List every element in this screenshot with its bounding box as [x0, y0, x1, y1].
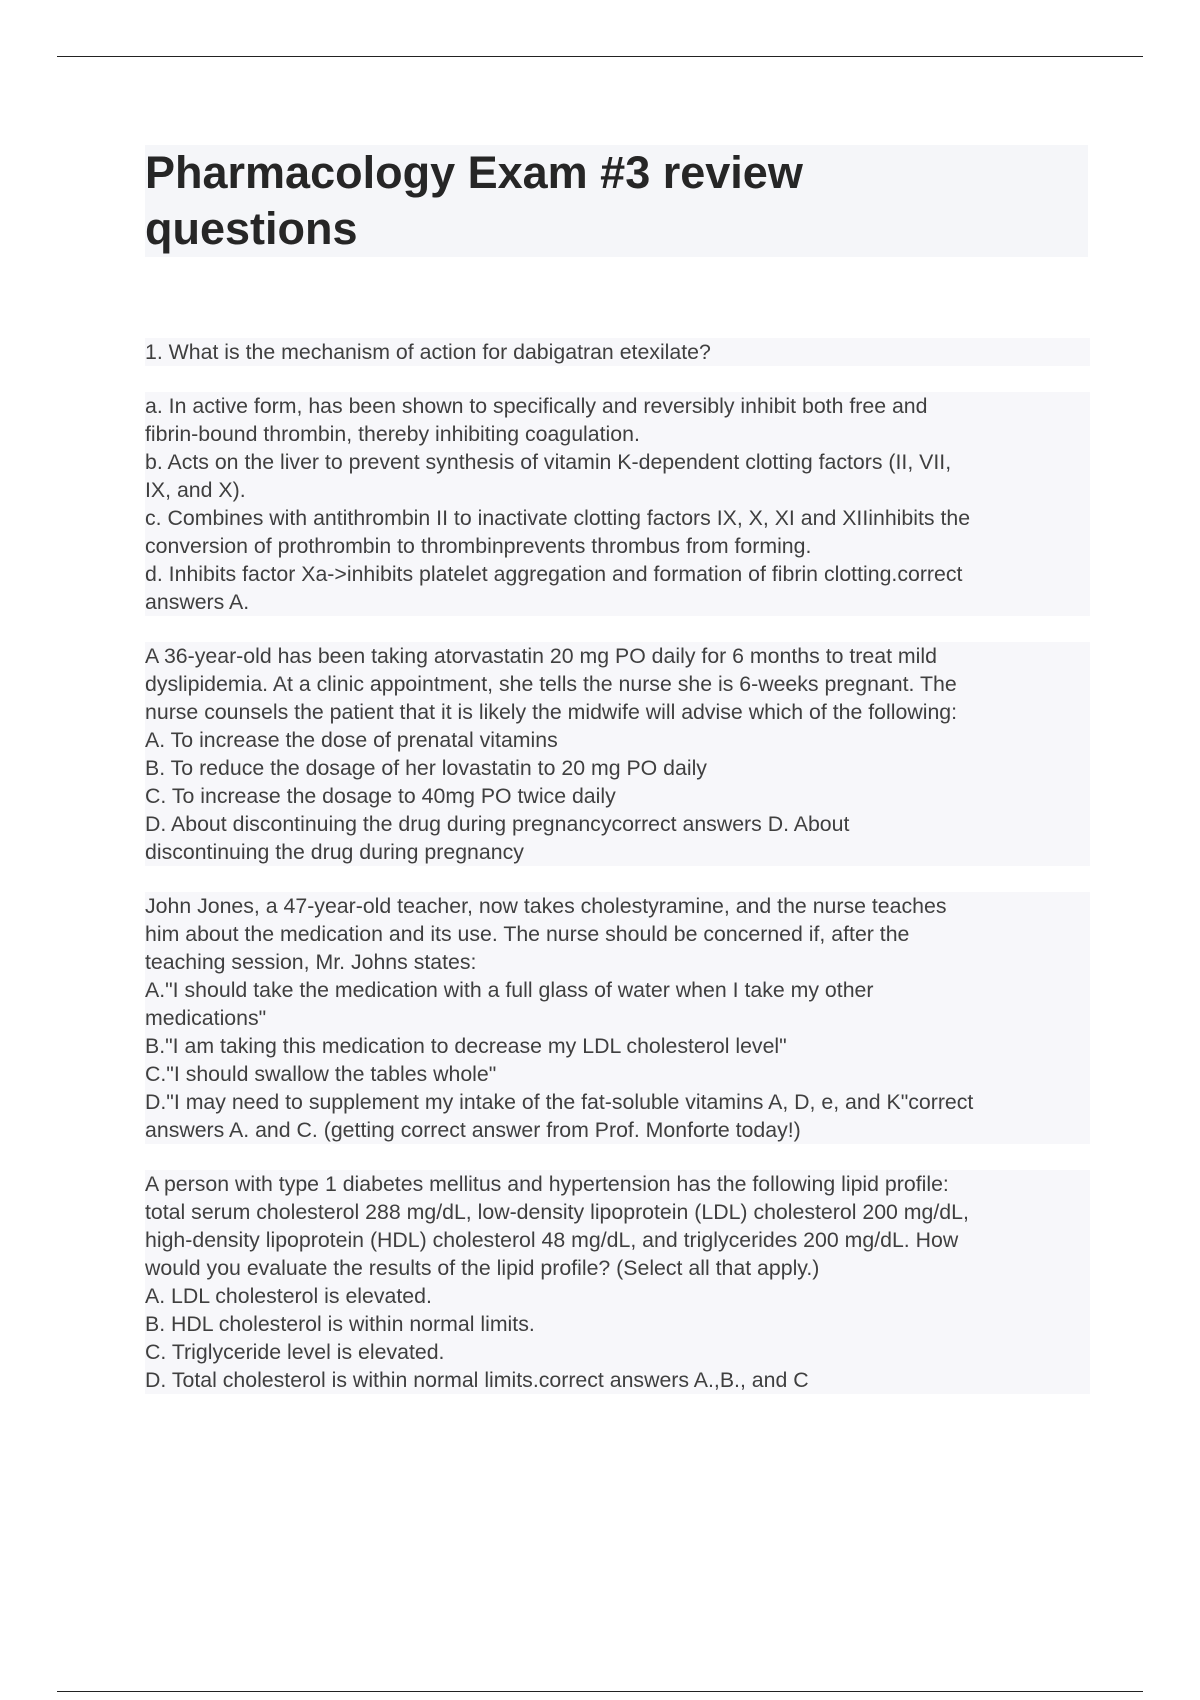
- top-rule: [57, 56, 1143, 57]
- text-line: c. Combines with antithrombin II to inactivate clotting factors IX, X, XI and XIIinhibits the: [145, 506, 971, 530]
- text-line: medications": [145, 1006, 267, 1030]
- text-line: D."I may need to supplement my intake of the fat-soluble vitamins A, D, e, and K"correct: [145, 1090, 974, 1114]
- text-line: discontinuing the drug during pregnancy: [145, 840, 524, 864]
- text-line: D. Total cholesterol is within normal limits.correct answers A.,B., and C: [145, 1368, 809, 1392]
- text-line: A."I should take the medication with a full glass of water when I take my other: [145, 978, 874, 1002]
- question-2: [145, 642, 1090, 866]
- question-3: [145, 892, 1090, 1144]
- text-line: C. To increase the dosage to 40mg PO twice daily: [145, 784, 616, 808]
- document-body: [145, 338, 1090, 1394]
- text-line: B. To reduce the dosage of her lovastatin to 20 mg PO daily: [145, 756, 707, 780]
- text-line: 1. What is the mechanism of action for dabigatran etexilate?: [145, 340, 711, 364]
- text-line: answers A.: [145, 590, 250, 614]
- text-line: A. To increase the dose of prenatal vitamins: [145, 728, 558, 752]
- text-line: high-density lipoprotein (HDL) cholesterol 48 mg/dL, and triglycerides 200 mg/dL. How: [145, 1228, 959, 1252]
- text-line: C. Triglyceride level is elevated.: [145, 1340, 445, 1364]
- question-1-prompt: [145, 338, 1090, 366]
- page-title: Pharmacology Exam #3 review questions: [145, 147, 803, 254]
- paragraph-gap: [145, 866, 1090, 892]
- text-line: B. HDL cholesterol is within normal limits.: [145, 1312, 535, 1336]
- text-line: C."I should swallow the tables whole": [145, 1062, 497, 1086]
- title-box: [145, 145, 1088, 257]
- text-line: teaching session, Mr. Johns states:: [145, 950, 477, 974]
- text-line: A. LDL cholesterol is elevated.: [145, 1284, 432, 1308]
- text-line: B."I am taking this medication to decrease my LDL cholesterol level": [145, 1034, 787, 1058]
- text-line: would you evaluate the results of the lipid profile? (Select all that apply.): [145, 1256, 820, 1280]
- question-1-options: [145, 392, 1090, 616]
- text-line: D. About discontinuing the drug during pregnancycorrect answers D. About: [145, 812, 850, 836]
- text-line: answers A. and C. (getting correct answer from Prof. Monforte today!): [145, 1118, 801, 1142]
- text-line: dyslipidemia. At a clinic appointment, she tells the nurse she is 6-weeks pregnant. The: [145, 672, 957, 696]
- text-line: b. Acts on the liver to prevent synthesis of vitamin K-dependent clotting factors (II, VII,: [145, 450, 952, 474]
- text-line: John Jones, a 47-year-old teacher, now takes cholestyramine, and the nurse teaches: [145, 894, 947, 918]
- text-line: A person with type 1 diabetes mellitus and hypertension has the following lipid profile:: [145, 1172, 949, 1196]
- text-line: A 36-year-old has been taking atorvastatin 20 mg PO daily for 6 months to treat mild: [145, 644, 937, 668]
- text-line: IX, and X).: [145, 478, 246, 502]
- text-line: total serum cholesterol 288 mg/dL, low-density lipoprotein (LDL) cholesterol 200 mg/dL,: [145, 1200, 969, 1224]
- paragraph-gap: [145, 616, 1090, 642]
- text-line: d. Inhibits factor Xa->inhibits platelet aggregation and formation of fibrin clotting.correct: [145, 562, 963, 586]
- bottom-rule: [57, 1691, 1143, 1692]
- paragraph-gap: [145, 366, 1090, 392]
- text-line: fibrin-bound thrombin, thereby inhibiting coagulation.: [145, 422, 640, 446]
- paragraph-gap: [145, 1144, 1090, 1170]
- text-line: nurse counsels the patient that it is likely the midwife will advise which of the following:: [145, 700, 958, 724]
- text-line: conversion of prothrombin to thrombinprevents thrombus from forming.: [145, 534, 812, 558]
- text-line: a. In active form, has been shown to specifically and reversibly inhibit both free and: [145, 394, 928, 418]
- text-line: him about the medication and its use. The nurse should be concerned if, after the: [145, 922, 910, 946]
- question-4: [145, 1170, 1090, 1394]
